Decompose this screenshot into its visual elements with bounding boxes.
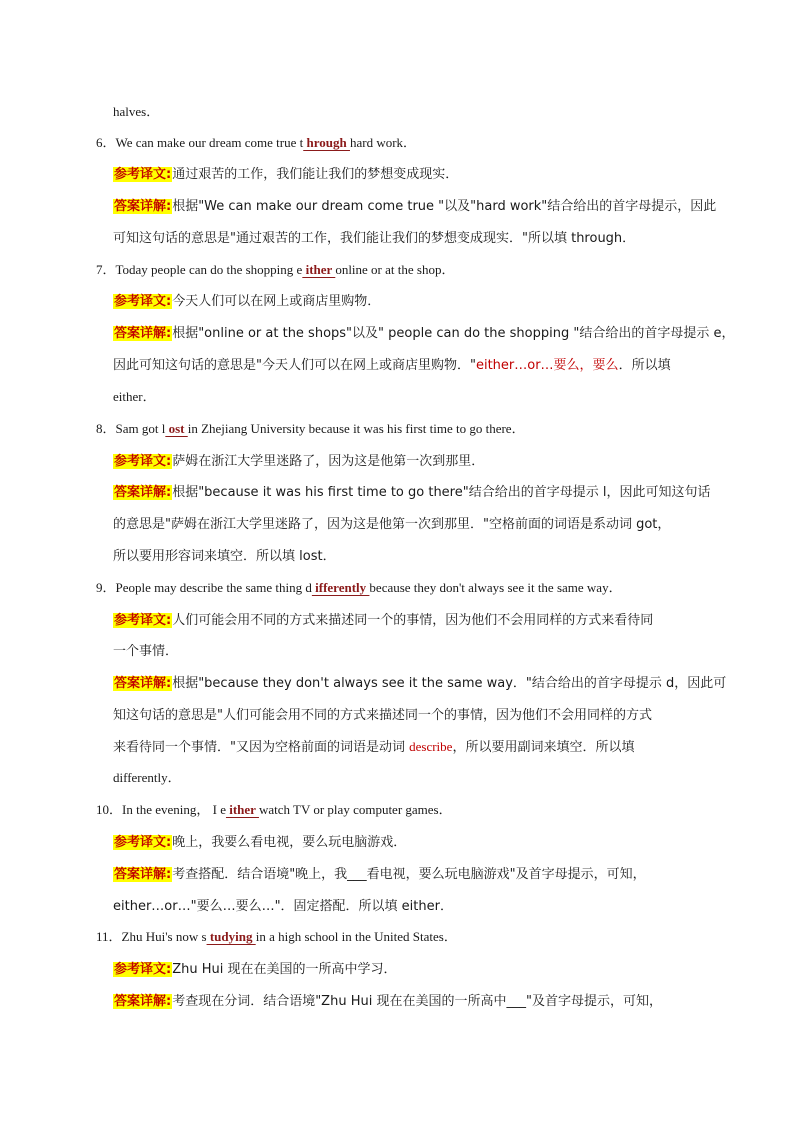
explanation-line bbox=[113, 737, 634, 757]
question-9 bbox=[96, 578, 622, 598]
translation-text: 晚上，我要么看电视，要么玩电脑游戏． bbox=[172, 835, 407, 850]
answer-blank: ifferently bbox=[311, 580, 370, 595]
question-7 bbox=[96, 260, 454, 280]
translation-label: 参考译文: bbox=[114, 167, 172, 182]
explanation-text: 的意思是"萨姆在浙江大学里迷路了，因为这是他第一次到那里．"空格前面的词语是系动词 got， bbox=[113, 517, 671, 532]
question-text: 10．In the evening， I e bbox=[96, 802, 226, 817]
explanation-line bbox=[113, 387, 156, 407]
answer-blank: ost bbox=[165, 421, 188, 436]
explanation-line bbox=[113, 673, 726, 693]
question-text: 6．We can make our dream come true t bbox=[96, 135, 304, 150]
explanation-line bbox=[113, 864, 646, 884]
explanation-line bbox=[113, 705, 652, 725]
translation-label: 参考译文: bbox=[114, 835, 172, 850]
explanation-phrase: either…or…要么，要么 bbox=[475, 358, 619, 373]
explanation-text: 因此可知这句话的意思是"今天人们可以在网上或商店里购物．" bbox=[113, 358, 476, 373]
translation-line bbox=[113, 959, 396, 979]
explanation-line bbox=[113, 355, 671, 375]
explanation-line bbox=[113, 514, 670, 534]
translation-text: 人们可能会用不同的方式来描述同一个的事情，因为他们不会用同样的方式来看待同 bbox=[172, 613, 654, 628]
question-text: 8．Sam got l bbox=[96, 421, 166, 436]
question-10 bbox=[96, 800, 452, 820]
translation-line bbox=[113, 832, 406, 852]
translation-text: Zhu Hui 现在在美国的一所高中学习． bbox=[172, 962, 397, 977]
text-line bbox=[113, 102, 159, 122]
explanation-text: 考查现在分词．结合语境"Zhu Hui 现在在美国的一所高中___"及首字母提示，可知， bbox=[172, 994, 662, 1009]
question-6 bbox=[96, 133, 416, 153]
explanation-line bbox=[113, 228, 635, 248]
explanation-text: 根据"online or at the shops"以及" people can do the shopping "结合给出的首字母提示 e， bbox=[172, 326, 735, 341]
question-text: in a high school in the United States． bbox=[255, 929, 457, 944]
explanation-line bbox=[113, 323, 734, 343]
explanation-label: 答案详解: bbox=[114, 994, 172, 1009]
translation-label: 参考译文: bbox=[114, 454, 172, 469]
answer-blank: tudying bbox=[206, 929, 256, 944]
explanation-label: 答案详解: bbox=[114, 199, 172, 214]
question-text: hard work． bbox=[349, 135, 417, 150]
answer-blank: ither bbox=[225, 802, 259, 817]
question-text: in Zhejiang University because it was his first time to go there． bbox=[187, 421, 525, 436]
translation-text: 今天人们可以在网上或商店里购物． bbox=[172, 294, 381, 309]
translation-line bbox=[113, 164, 458, 184]
explanation-line bbox=[113, 482, 710, 502]
translation-text: 通过艰苦的工作，我们能让我们的梦想变成现实． bbox=[172, 167, 459, 182]
translation-label: 参考译文: bbox=[114, 962, 172, 977]
question-11 bbox=[96, 927, 457, 947]
translation-line bbox=[113, 451, 484, 471]
explanation-text: differently． bbox=[113, 770, 181, 785]
explanation-line bbox=[113, 546, 336, 566]
question-text: 7．Today people can do the shopping e bbox=[96, 262, 303, 277]
question-8 bbox=[96, 419, 525, 439]
explanation-text: 考查搭配．结合语境"晚上，我___看电视，要么玩电脑游戏"及首字母提示，可知， bbox=[172, 867, 646, 882]
explanation-text: either…or…"要么…要么…"．固定搭配．所以填 either． bbox=[113, 899, 453, 914]
explanation-text: ，所以要用副词来填空．所以填 bbox=[452, 740, 635, 755]
explanation-text: either． bbox=[113, 389, 156, 404]
translation-label: 参考译文: bbox=[114, 294, 172, 309]
translation-line bbox=[113, 291, 380, 311]
explanation-text: ．所以填 bbox=[618, 358, 671, 373]
explanation-text: 根据"because it was his first time to go there"结合给出的首字母提示 l，因此可知这句话 bbox=[172, 485, 711, 500]
explanation-label: 答案详解: bbox=[114, 326, 172, 341]
continuation-text: halves． bbox=[113, 104, 160, 119]
explanation-line bbox=[113, 991, 662, 1011]
translation-line bbox=[113, 641, 178, 661]
explanation-line bbox=[113, 896, 453, 916]
question-text: because they don't always see it the same way． bbox=[369, 580, 622, 595]
explanation-text: 可知这句话的意思是"通过艰苦的工作，我们能让我们的梦想变成现实．"所以填 through． bbox=[113, 231, 636, 246]
question-text: online or at the shop． bbox=[335, 262, 455, 277]
explanation-line bbox=[113, 196, 716, 216]
explanation-line bbox=[113, 768, 181, 788]
explanation-label: 答案详解: bbox=[114, 485, 172, 500]
explanation-phrase: describe bbox=[409, 739, 453, 754]
explanation-text: 知这句话的意思是"人们可能会用不同的方式来描述同一个的事情，因为他们不会用同样的方式 bbox=[113, 708, 652, 723]
answer-blank: hrough bbox=[303, 135, 350, 150]
translation-text: 萨姆在浙江大学里迷路了，因为这是他第一次到那里． bbox=[172, 454, 485, 469]
translation-text: 一个事情． bbox=[113, 644, 179, 659]
explanation-label: 答案详解: bbox=[114, 676, 172, 691]
translation-line bbox=[113, 610, 653, 630]
question-text: 9．People may describe the same thing d bbox=[96, 580, 312, 595]
question-text: watch TV or play computer games． bbox=[258, 802, 452, 817]
explanation-text: 所以要用形容词来填空．所以填 lost． bbox=[113, 549, 336, 564]
explanation-text: 来看待同一个事情．"又因为空格前面的词语是动词 bbox=[113, 740, 410, 755]
question-text: 11．Zhu Hui's now s bbox=[96, 929, 207, 944]
explanation-text: 根据"We can make our dream come true "以及"hard work"结合给出的首字母提示，因此 bbox=[172, 199, 717, 214]
answer-blank: ither bbox=[302, 262, 336, 277]
explanation-label: 答案详解: bbox=[114, 867, 172, 882]
explanation-text: 根据"because they don't always see it the same way．"结合给出的首字母提示 d，因此可 bbox=[172, 676, 727, 691]
translation-label: 参考译文: bbox=[114, 613, 172, 628]
